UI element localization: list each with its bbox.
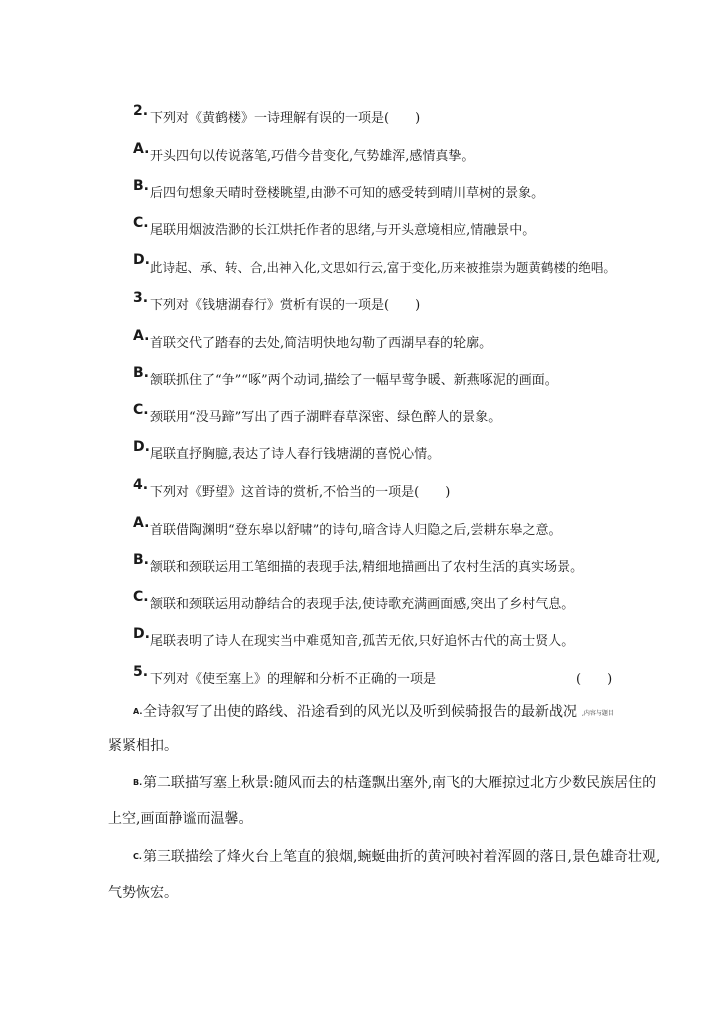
question-4-option-a-text: 首联借陶渊明“登东皋以舒啸”的诗句,暗含诗人归隐之后,尝耕东皋之意。 bbox=[150, 523, 562, 538]
question-3-option-c-text: 颈联用“没马蹄”写出了西子湖畔春草深密、绿色醉人的景象。 bbox=[150, 410, 502, 425]
question-5-number: 5. bbox=[133, 664, 149, 680]
question-5-option-a-label: A. bbox=[133, 707, 143, 716]
question-5-option-a-line1: 全诗叙写了出使的路线、沿途看到的风光以及听到候骑报告的最新战况 bbox=[143, 704, 577, 720]
question-2-number: 2. bbox=[133, 103, 149, 119]
question-5-option-b-line2: 上空,画面静谧而温馨。 bbox=[108, 811, 253, 827]
question-2-stem: 下列对《黄鹤楼》一诗理解有误的一项是( ) bbox=[150, 111, 421, 126]
question-2-option-a-text: 开头四句以传说落笔,巧借今昔变化,气势雄浑,感情真挚。 bbox=[150, 149, 475, 164]
question-3-option-c-label: C. bbox=[133, 402, 149, 418]
question-3-stem: 下列对《钱塘湖春行》赏析有误的一项是( ) bbox=[150, 298, 421, 313]
question-5-option-c-label: C. bbox=[133, 852, 142, 861]
question-3-option-b-text: 颔联抓住了“争”“啄”两个动词,描绘了一幅早莺争暖、新燕啄泥的画面。 bbox=[150, 373, 558, 388]
question-4-option-d-text: 尾联表明了诗人在现实当中难觅知音,孤苦无依,只好追怀古代的高士贤人。 bbox=[150, 634, 575, 649]
question-5-option-c-line2: 气势恢宏。 bbox=[108, 885, 178, 901]
question-2-option-d-text: 此诗起、承、转、合,出神入化,文思如行云,富于变化,历来被推崇为题黄鹤楼的绝唱。 bbox=[150, 260, 616, 275]
question-5-option-b-label: B. bbox=[133, 778, 143, 787]
question-2-option-a-label: A. bbox=[133, 141, 150, 157]
question-4-option-a-label: A. bbox=[133, 515, 150, 531]
question-5-option-a-line2: 紧紧相扣。 bbox=[108, 738, 178, 754]
question-2-option-d-label: D. bbox=[133, 252, 150, 268]
question-4-option-b-text: 颔联和颈联运用工笔细描的表现手法,精细地描画出了农村生活的真实场景。 bbox=[150, 560, 584, 575]
question-4-number: 4. bbox=[133, 477, 149, 493]
question-5-option-b-line1: 第二联描写塞上秋景:随风而去的枯蓬飘出塞外,南飞的大雁掠过北方少数民族居住的 bbox=[143, 775, 657, 791]
question-2-option-c-label: C. bbox=[133, 215, 149, 231]
question-5-option-c-line1: 第三联描绘了烽火台上笔直的狼烟,蜿蜒曲折的黄河映衬着浑圆的落日,景色雄奇壮观, bbox=[143, 849, 661, 865]
question-2-option-c-text: 尾联用烟波浩渺的长江烘托作者的思绪,与开头意境相应,情融景中。 bbox=[150, 223, 536, 238]
question-3-option-d-text: 尾联直抒胸臆,表达了诗人春行钱塘湖的喜悦心情。 bbox=[150, 447, 441, 462]
question-5-stem: 下列对《使至塞上》的理解和分析不正确的一项是 bbox=[150, 672, 437, 687]
question-4-option-c-text: 颔联和颈联运用动静结合的表现手法,使诗歌充满画面感,突出了乡村气息。 bbox=[150, 597, 575, 612]
question-3-option-a-label: A. bbox=[133, 328, 150, 344]
question-4-option-c-label: C. bbox=[133, 589, 149, 605]
question-3-option-d-label: D. bbox=[133, 439, 150, 455]
question-3-option-a-text: 首联交代了踏春的去处,简洁明快地勾勒了西湖早春的轮廓。 bbox=[150, 336, 493, 351]
question-4-stem: 下列对《野望》这首诗的赏析,不恰当的一项是( ) bbox=[150, 485, 451, 500]
question-5-option-a-note: ,内容与题目 bbox=[582, 710, 614, 717]
question-4-option-b-label: B. bbox=[133, 552, 149, 568]
question-2-option-b-text: 后四句想象天晴时登楼眺望,由渺不可知的感受转到晴川草树的景象。 bbox=[150, 186, 545, 201]
question-4-option-d-label: D. bbox=[133, 626, 150, 642]
question-5-answer-bracket: ( ) bbox=[576, 672, 613, 687]
question-3-number: 3. bbox=[133, 290, 149, 306]
question-3-option-b-label: B. bbox=[133, 365, 149, 381]
question-2-option-b-label: B. bbox=[133, 178, 149, 194]
